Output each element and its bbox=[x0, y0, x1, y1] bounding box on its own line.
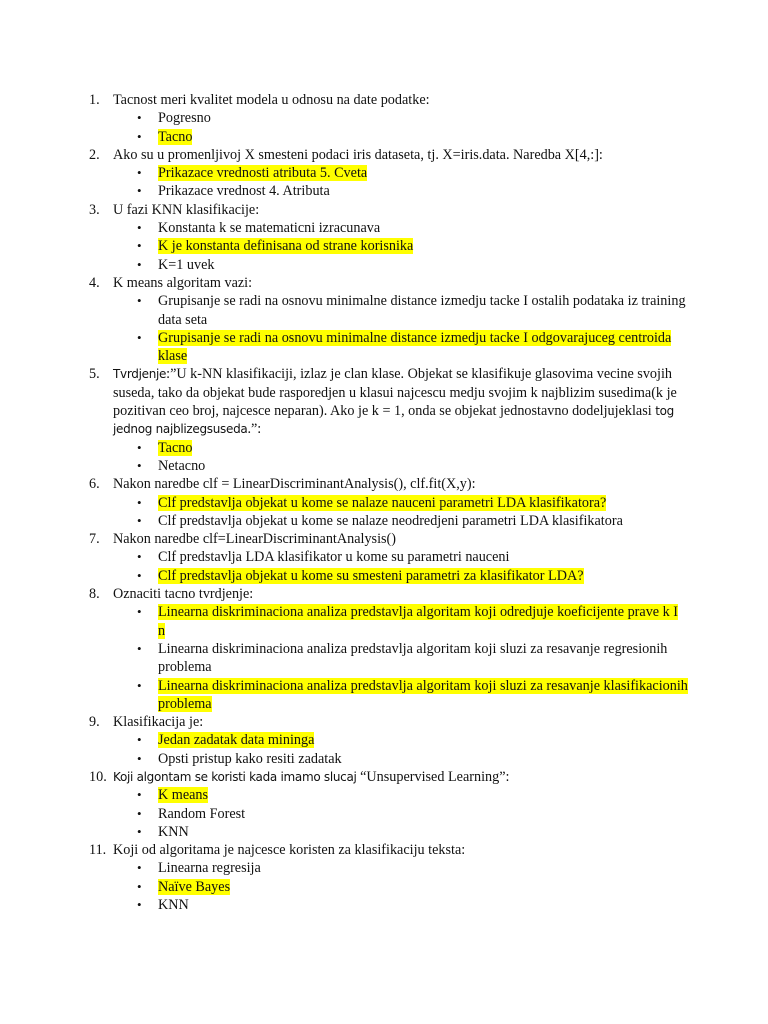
answer-options bbox=[113, 494, 688, 531]
bullet-icon: • bbox=[137, 787, 142, 803]
question-number: 10. bbox=[89, 768, 107, 785]
answer-text: Grupisanje se radi na osnovu minimalne distance izmedju tacke I ostalih podataka iz training data seta bbox=[158, 293, 686, 328]
bullet-icon: • bbox=[137, 128, 142, 144]
bullet-icon: • bbox=[137, 165, 142, 181]
question-text-main: U fazi KNN klasifikacije: bbox=[113, 201, 260, 218]
bullet-icon: • bbox=[137, 878, 142, 894]
bullet-icon: • bbox=[137, 256, 142, 272]
answer-options bbox=[113, 109, 688, 146]
question-number: 2. bbox=[89, 146, 100, 163]
bullet-icon: • bbox=[137, 549, 142, 565]
answer-options bbox=[113, 548, 688, 585]
bullet-icon: • bbox=[137, 512, 142, 528]
bullet-icon: • bbox=[137, 860, 142, 876]
answer-option-correct bbox=[113, 786, 688, 804]
question-text-end: .”: bbox=[247, 421, 262, 438]
question-number: 11. bbox=[89, 842, 107, 859]
question-1 bbox=[0, 91, 768, 146]
answer-text: Clf predstavlja objekat u kome su smesteni parametri za klasifikator LDA? bbox=[158, 567, 584, 584]
answer-text: Pogresno bbox=[158, 110, 211, 127]
answer-text: Konstanta k se matematicni izracunava bbox=[158, 220, 381, 237]
question-10 bbox=[0, 768, 768, 841]
question-text bbox=[113, 714, 203, 730]
answer-text: KNN bbox=[158, 897, 189, 914]
answer-option-correct bbox=[113, 329, 688, 366]
answer-option-correct bbox=[113, 128, 688, 146]
answer-text: KNN bbox=[158, 823, 189, 840]
answer-text: Linearna diskriminaciona analiza predstavlja algoritam koji sluzi za resavanje klasifikacionih problema bbox=[158, 677, 688, 712]
answer-option bbox=[113, 640, 688, 677]
answer-text: Grupisanje se radi na osnovu minimalne distance izmedju tacke I odgovarajuceg centroida klase bbox=[158, 329, 672, 365]
bullet-icon: • bbox=[137, 457, 142, 473]
question-number: 1. bbox=[89, 92, 100, 108]
bullet-icon: • bbox=[137, 238, 142, 254]
bullet-icon: • bbox=[137, 220, 142, 236]
question-number: 9. bbox=[89, 714, 100, 731]
answer-option-correct bbox=[113, 494, 688, 512]
question-text-main: Oznaciti tacno tvrdjenje: bbox=[113, 586, 254, 603]
question-text-sans-suffix: tog jednog najblizegsuseda bbox=[113, 404, 674, 437]
answer-option bbox=[113, 823, 688, 841]
answer-options bbox=[113, 731, 688, 768]
question-text bbox=[113, 147, 603, 163]
answer-text: Linearna diskriminaciona analiza predstavlja algoritam koji odredjuje koeficijente prave k I n bbox=[158, 604, 678, 639]
answer-option-correct bbox=[113, 237, 688, 255]
question-number: 3. bbox=[89, 201, 100, 218]
answer-options bbox=[113, 164, 688, 201]
question-text bbox=[113, 769, 509, 785]
question-text-main: Ako su u promenljivoj X smesteni podaci iris dataseta, tj. X=iris.data. Naredba X[4,:]: bbox=[113, 146, 603, 163]
answer-option-correct bbox=[113, 878, 688, 896]
bullet-icon: • bbox=[137, 805, 142, 821]
answer-text: Linearna diskriminaciona analiza predstavlja algoritam koji sluzi za resavanje regresionih problema bbox=[158, 640, 668, 676]
question-text bbox=[113, 202, 259, 218]
question-2 bbox=[0, 146, 768, 201]
answer-text: Clf predstavlja LDA klasifikator u kome su parametri nauceni bbox=[158, 549, 510, 566]
question-8 bbox=[0, 585, 768, 713]
question-text-main: Klasifikacija je: bbox=[113, 714, 204, 731]
answer-option bbox=[113, 859, 688, 877]
answer-option-correct bbox=[113, 164, 688, 182]
bullet-icon: • bbox=[137, 677, 142, 693]
bullet-icon: • bbox=[137, 897, 142, 913]
bullet-icon: • bbox=[137, 732, 142, 748]
question-text bbox=[113, 531, 396, 547]
question-text-main: Nakon naredbe clf=LinearDiscriminantAnalysis() bbox=[113, 531, 396, 548]
answer-options bbox=[113, 603, 688, 713]
question-text-main: Nakon naredbe clf = LinearDiscriminantAnalysis(), clf.fit(X,y): bbox=[113, 476, 476, 493]
bullet-icon: • bbox=[137, 823, 142, 839]
answer-option bbox=[113, 750, 688, 768]
question-5 bbox=[0, 365, 768, 475]
answer-text: Random Forest bbox=[158, 805, 246, 822]
question-text-main: K means algoritam vazi: bbox=[113, 274, 253, 291]
answer-text: Clf predstavlja objekat u kome se nalaze neodredjeni parametri LDA klasifikatora bbox=[158, 512, 623, 529]
question-number: 4. bbox=[89, 274, 100, 291]
question-number: 6. bbox=[89, 476, 100, 493]
question-text-sans-part: Koji algontam se koristi kada imamo slucaj bbox=[113, 769, 357, 784]
quiz-document bbox=[0, 91, 768, 914]
question-text bbox=[113, 842, 465, 858]
question-text bbox=[113, 366, 677, 437]
answer-text: Prikazace vrednost 4. Atributa bbox=[158, 183, 330, 200]
answer-text: Prikazace vrednosti atributa 5. Cveta bbox=[158, 165, 368, 182]
answer-option bbox=[113, 292, 688, 329]
bullet-icon: • bbox=[137, 183, 142, 199]
bullet-icon: • bbox=[137, 293, 142, 309]
answer-option bbox=[113, 109, 688, 127]
answer-text: Opsti pristup kako resiti zadatak bbox=[158, 750, 342, 767]
answer-option bbox=[113, 182, 688, 200]
question-3 bbox=[0, 201, 768, 274]
question-number: 5. bbox=[89, 366, 100, 383]
question-text bbox=[113, 586, 253, 602]
question-number: 7. bbox=[89, 531, 100, 548]
bullet-icon: • bbox=[137, 439, 142, 455]
bullet-icon: • bbox=[137, 640, 142, 656]
question-text bbox=[113, 275, 252, 291]
answer-option-correct bbox=[113, 677, 688, 714]
answer-option-correct bbox=[113, 603, 688, 640]
question-4 bbox=[0, 274, 768, 365]
answer-option-correct bbox=[113, 731, 688, 749]
bullet-icon: • bbox=[137, 750, 142, 766]
answer-option-correct bbox=[113, 439, 688, 457]
answer-text: Tacno bbox=[158, 439, 193, 456]
answer-options bbox=[113, 439, 688, 476]
bullet-icon: • bbox=[137, 567, 142, 583]
answer-option bbox=[113, 896, 688, 914]
answer-text: K je konstanta definisana od strane korisnika bbox=[158, 238, 414, 255]
answer-text: Linearna regresija bbox=[158, 860, 261, 877]
question-9 bbox=[0, 713, 768, 768]
answer-option bbox=[113, 512, 688, 530]
question-number: 8. bbox=[89, 586, 100, 603]
answer-text: Tacno bbox=[158, 128, 193, 145]
answer-option-correct bbox=[113, 567, 688, 585]
answer-option bbox=[113, 548, 688, 566]
question-text bbox=[113, 92, 430, 108]
answer-options bbox=[113, 786, 688, 841]
question-text-prefix: Tvrdjenje bbox=[113, 367, 167, 382]
bullet-icon: • bbox=[137, 329, 142, 345]
question-text-main: Koji od algoritama je najcesce koristen za klasifikaciju teksta: bbox=[113, 842, 466, 859]
bullet-icon: • bbox=[137, 494, 142, 510]
answer-text: Jedan zadatak data mininga bbox=[158, 732, 315, 749]
answer-text: Naïve Bayes bbox=[158, 878, 231, 895]
answer-option bbox=[113, 457, 688, 475]
question-7 bbox=[0, 530, 768, 585]
answer-text: Clf predstavlja objekat u kome se nalaze nauceni parametri LDA klasifikatora? bbox=[158, 494, 607, 511]
bullet-icon: • bbox=[137, 110, 142, 126]
answer-text: K=1 uvek bbox=[158, 256, 215, 273]
question-6 bbox=[0, 475, 768, 530]
answer-options bbox=[113, 859, 688, 914]
question-text-main: :”U k-NN klasifikaciji, izlaz je clan klase. Objekat se klasifikuje glasovima vecine svojih suseda, tako da objekat bude rasporedjen u klasui najcescu medju svojim k najblizim susedima(k je pozitivan ceo broj, najcesce neparan). Ako je k = 1, onda se objekat jednostavno dodeljujeklasi bbox=[113, 366, 677, 420]
bullet-icon: • bbox=[137, 604, 142, 620]
answer-text: K means bbox=[158, 787, 209, 804]
question-text-main: “Unsupervised Learning”: bbox=[356, 768, 510, 785]
answer-options bbox=[113, 292, 688, 365]
answer-option bbox=[113, 805, 688, 823]
answer-options bbox=[113, 219, 688, 274]
question-text-main: Tacnost meri kvalitet modela u odnosu na date podatke: bbox=[113, 92, 430, 108]
answer-option bbox=[113, 256, 688, 274]
question-text bbox=[113, 476, 476, 492]
answer-text: Netacno bbox=[158, 457, 206, 474]
question-11 bbox=[0, 841, 768, 914]
answer-option bbox=[113, 219, 688, 237]
